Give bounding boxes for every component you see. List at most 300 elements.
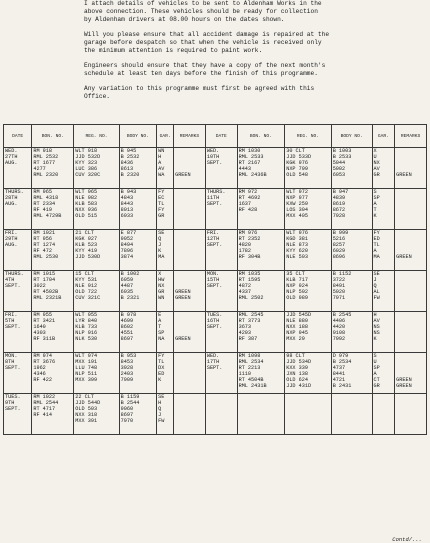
intro-paragraph-3: Engineers should ensure that they have a copy of the next month's schedule at least ten days before the finish of this programme. bbox=[84, 62, 326, 77]
cell-line: A bbox=[158, 160, 162, 167]
cell-line: GR bbox=[373, 172, 380, 179]
cell-line: 10TH bbox=[206, 154, 220, 161]
cell-line: SE bbox=[158, 230, 165, 236]
cell-line: B 2544 bbox=[120, 400, 140, 407]
cell-remarks bbox=[395, 148, 427, 189]
cell-line: 4872 bbox=[238, 283, 252, 290]
cell-line: MON. bbox=[206, 271, 220, 277]
continued-note: Contd/... bbox=[392, 536, 422, 543]
cell-line: RM 1030 bbox=[238, 148, 261, 154]
cell-line: K bbox=[373, 213, 377, 220]
cell-line: AV bbox=[373, 318, 380, 325]
cell-line bbox=[396, 295, 425, 301]
cell-line: J bbox=[158, 242, 162, 249]
cell-line: NX bbox=[158, 283, 165, 290]
cell-line: THURS. bbox=[206, 189, 226, 195]
cell-line: Q bbox=[158, 236, 162, 243]
cell-line: FRI. bbox=[5, 312, 18, 318]
cell-line: RML 2533 bbox=[238, 154, 264, 161]
cell-line: RT 1704 bbox=[33, 277, 56, 284]
cell-line: CT bbox=[373, 377, 380, 384]
cell-line: 5216 bbox=[332, 236, 346, 243]
cell-line: B 2431 bbox=[332, 383, 352, 390]
cell-line: 8613 bbox=[120, 166, 134, 173]
cell-line: RML 2532 bbox=[33, 154, 59, 161]
cell-line: RM 1015 bbox=[33, 271, 56, 277]
cell-line: 1637 bbox=[238, 201, 252, 208]
cell-line: NLE 912 bbox=[75, 283, 98, 290]
cell-line: RT 956 bbox=[33, 236, 53, 243]
cell-reg bbox=[285, 189, 331, 230]
cell-line: KGK 976 bbox=[286, 160, 308, 167]
cell-line: SEPT. bbox=[206, 242, 223, 249]
cell-line: 3722 bbox=[332, 277, 346, 284]
cell-line: SEPT. bbox=[206, 365, 223, 372]
cell-line: RML 2436B bbox=[238, 172, 267, 179]
cell-line: SP bbox=[373, 195, 380, 202]
cell-line: 5044 bbox=[332, 160, 346, 167]
cell-line: RT 4717 bbox=[33, 406, 56, 413]
cell-date bbox=[4, 271, 32, 312]
cell-line: B 978 bbox=[120, 312, 137, 318]
cell-reg bbox=[74, 189, 119, 230]
cell-reg bbox=[285, 271, 331, 312]
cell-line: MXX 405 bbox=[286, 213, 308, 220]
cell-line: LUC 386 bbox=[75, 166, 98, 173]
cell-line: FRI. bbox=[206, 230, 220, 236]
cell-line: 6053 bbox=[332, 172, 346, 179]
cell-line: WED. bbox=[5, 148, 18, 154]
cell-line: MXX 191 bbox=[75, 359, 98, 366]
cell-date bbox=[4, 148, 32, 189]
intro-paragraph-4: Any variation to this programme must first be agreed with this Office. bbox=[84, 85, 315, 100]
cell-line: AV bbox=[158, 166, 165, 173]
cell-line: 4843 bbox=[120, 195, 134, 202]
cell-line: FY bbox=[158, 207, 165, 214]
cell-body bbox=[331, 230, 372, 271]
cell-line: Q bbox=[158, 406, 162, 413]
cell-line: RF 422 bbox=[33, 377, 53, 384]
cell-reg bbox=[285, 312, 331, 353]
cell-reg bbox=[74, 394, 119, 435]
cell-line: RML 2544 bbox=[33, 400, 59, 407]
cell-line bbox=[175, 418, 204, 424]
cell-line: 15TH bbox=[206, 277, 220, 284]
cell-line: WLT 974 bbox=[75, 353, 98, 359]
cell-remarks bbox=[395, 271, 427, 312]
cell-body bbox=[331, 312, 372, 353]
cell-reg bbox=[74, 271, 119, 312]
cell-line: 3928 bbox=[120, 365, 134, 372]
cell-line: WN bbox=[158, 148, 165, 154]
cell-line: A bbox=[158, 318, 162, 325]
header-gar: GAR. bbox=[372, 125, 395, 148]
cell-line: KYY 419 bbox=[75, 248, 98, 255]
cell-line: RT 3421 bbox=[33, 318, 56, 325]
cell-line: GREEN bbox=[396, 383, 412, 390]
cell-line: A bbox=[373, 248, 377, 255]
cell-line: K bbox=[373, 336, 377, 343]
cell-line: RML 2502 bbox=[238, 295, 264, 302]
cell-gar bbox=[157, 353, 174, 394]
header-bon-no: BON. NO. bbox=[32, 125, 74, 148]
cell-line: FY bbox=[373, 230, 380, 236]
cell-date bbox=[4, 230, 32, 271]
cell-line: 6033 bbox=[120, 213, 134, 220]
cell-line: JJD 533D bbox=[286, 154, 312, 161]
intro-paragraph-1: I attach details of vehicles to be sent to Aldenham Works in the above connection. These vehicles should be ready for collection by Aldenham drivers at 08.00 hours on the dates shown. bbox=[84, 0, 322, 23]
cell-line: H bbox=[373, 312, 377, 318]
cell-line: WLT 972 bbox=[286, 189, 308, 195]
cell-line: AV bbox=[373, 166, 380, 173]
cell-line: NLP 502 bbox=[286, 289, 308, 296]
cell-reg bbox=[285, 394, 331, 435]
cell-line: NXP 977 bbox=[286, 195, 308, 202]
cell-date bbox=[205, 148, 237, 189]
cell-line: RT 2167 bbox=[238, 160, 261, 167]
cell-line: WA bbox=[158, 172, 165, 179]
cell-reg bbox=[285, 230, 331, 271]
cell-bon bbox=[237, 230, 285, 271]
cell-line: 9060 bbox=[120, 406, 134, 413]
cell-line: J bbox=[158, 412, 162, 419]
cell-reg bbox=[285, 353, 331, 394]
cell-body bbox=[119, 189, 156, 230]
cell-line: 7896 bbox=[120, 248, 134, 255]
cell-body bbox=[331, 189, 372, 230]
cell-line: 27TH bbox=[5, 154, 18, 161]
header-bon-no: BON. NO. bbox=[237, 125, 285, 148]
cell-line: RT 2334 bbox=[33, 201, 56, 208]
cell-line: B 2320 bbox=[120, 172, 140, 179]
cell-line: 17TH bbox=[206, 359, 220, 366]
cell-remarks bbox=[395, 312, 427, 353]
cell-date bbox=[4, 312, 32, 353]
cell-line: RF 414 bbox=[33, 412, 53, 419]
cell-line: KLB 733 bbox=[75, 324, 98, 331]
cell-line: 6059 bbox=[120, 277, 134, 284]
cell-line bbox=[396, 213, 425, 219]
cell-line: 3874 bbox=[120, 254, 134, 261]
cell-line: GREEN bbox=[175, 336, 191, 343]
cell-line: 7928 bbox=[332, 213, 346, 220]
cell-line: K bbox=[158, 377, 162, 384]
cell-line: RT 4502B bbox=[33, 289, 59, 296]
cell-line: B 2533 bbox=[332, 154, 352, 161]
cell-line: FRI. bbox=[5, 230, 18, 236]
cell-line: S bbox=[373, 189, 377, 195]
cell-body bbox=[331, 353, 372, 394]
cell-line: 8696 bbox=[332, 254, 346, 261]
cell-line: B 999 bbox=[332, 230, 349, 236]
cell-bon bbox=[32, 148, 74, 189]
cell-line bbox=[396, 336, 425, 342]
cell-gar bbox=[157, 230, 174, 271]
cell-line: KGD 381 bbox=[286, 236, 308, 243]
cell-line: RT 4692 bbox=[238, 195, 261, 202]
cell-gar bbox=[372, 148, 395, 189]
cell-line: T bbox=[373, 207, 377, 214]
cell-line: KGK 927 bbox=[75, 236, 98, 243]
cell-date bbox=[205, 189, 237, 230]
cell-line: LOS 304 bbox=[286, 207, 308, 214]
cell-line: 7992 bbox=[332, 336, 346, 343]
cell-line: MXX 399 bbox=[75, 377, 98, 384]
cell-line: RT 1677 bbox=[33, 160, 56, 167]
cell-line: 8697 bbox=[120, 336, 134, 343]
cell-line: SEPT. bbox=[206, 201, 223, 208]
cell-line: JXN 138 bbox=[286, 371, 308, 378]
cell-line: WN bbox=[158, 295, 165, 302]
cell-line: 15 CLT bbox=[75, 271, 94, 277]
cell-line: TL bbox=[373, 242, 380, 249]
cell-line: KXW 259 bbox=[286, 201, 308, 208]
cell-line: RML 2545 bbox=[238, 312, 264, 318]
cell-line: MXX 391 bbox=[75, 418, 98, 425]
cell-reg bbox=[285, 148, 331, 189]
cell-remarks bbox=[174, 394, 206, 435]
cell-line: RT 1595 bbox=[238, 277, 261, 284]
cell-line bbox=[175, 213, 204, 219]
table-body bbox=[4, 148, 427, 435]
cell-line: TUES. bbox=[5, 394, 21, 400]
cell-line: S bbox=[373, 353, 377, 359]
table-row bbox=[4, 394, 427, 435]
cell-line: MON. bbox=[5, 353, 18, 359]
cell-reg bbox=[74, 148, 119, 189]
cell-line: 6035 bbox=[120, 289, 134, 296]
intro-text bbox=[84, 0, 424, 108]
cell-line: 7909 bbox=[120, 377, 134, 384]
cell-line: RF 419 bbox=[33, 207, 53, 214]
cell-line: MA bbox=[373, 254, 380, 261]
cell-line: 9TH bbox=[5, 400, 15, 407]
cell-line: B 1002 bbox=[120, 271, 140, 277]
cell-line: RT 1274 bbox=[33, 242, 56, 249]
cell-line: RM 976 bbox=[238, 230, 258, 236]
cell-line: OLD 515 bbox=[75, 213, 98, 220]
cell-line: E 877 bbox=[120, 230, 137, 236]
cell-line: B 947 bbox=[332, 189, 349, 195]
cell-line: WLT 965 bbox=[75, 189, 98, 195]
cell-gar bbox=[157, 189, 174, 230]
cell-line: RM 1098 bbox=[238, 353, 261, 359]
cell-remarks bbox=[395, 189, 427, 230]
cell-line: AUG. bbox=[5, 242, 18, 249]
cell-bon bbox=[237, 394, 285, 435]
cell-line: 1640 bbox=[33, 324, 46, 331]
cell-line: 4346 bbox=[33, 371, 46, 378]
cell-line: 1962 bbox=[33, 365, 46, 372]
cell-line: ED bbox=[373, 236, 380, 243]
table-row bbox=[4, 271, 427, 312]
cell-line: H bbox=[158, 154, 162, 161]
cell-line: GREEN bbox=[396, 172, 412, 179]
cell-line: 8619 bbox=[332, 201, 346, 208]
header-gar: GAR. bbox=[157, 125, 174, 148]
cell-line: SP bbox=[373, 365, 380, 372]
cell-line: FY bbox=[158, 353, 165, 359]
cell-line: B 2545 bbox=[332, 312, 352, 318]
cell-bon bbox=[237, 312, 285, 353]
cell-gar bbox=[372, 230, 395, 271]
cell-bon bbox=[237, 148, 285, 189]
cell-line: 8491 bbox=[332, 283, 346, 290]
header-body-no: BODY NO. bbox=[331, 125, 372, 148]
cell-line: CUV 320C bbox=[75, 172, 101, 179]
cell-body bbox=[119, 230, 156, 271]
cell-line: JJD 431D bbox=[286, 383, 312, 390]
cell-line: 4406 bbox=[332, 318, 346, 325]
cell-line: WED. bbox=[206, 148, 220, 154]
cell-line: KYY 620 bbox=[286, 248, 308, 255]
cell-line: RM 955 bbox=[33, 312, 53, 318]
cell-gar bbox=[157, 271, 174, 312]
cell-line: NLK 530 bbox=[75, 336, 98, 343]
cell-line: TUES. bbox=[206, 312, 223, 318]
table-row bbox=[4, 312, 427, 353]
header-remarks: REMARKS bbox=[174, 125, 206, 148]
cell-line: H bbox=[158, 400, 162, 407]
cell-body bbox=[119, 353, 156, 394]
vehicle-schedule-table bbox=[3, 124, 427, 435]
cell-line: 4721 bbox=[332, 377, 346, 384]
cell-line: TL bbox=[158, 359, 165, 366]
cell-line: FW bbox=[373, 295, 380, 302]
cell-line: D 979 bbox=[332, 353, 349, 359]
cell-remarks bbox=[174, 353, 206, 394]
table-row bbox=[4, 353, 427, 394]
cell-line: T bbox=[158, 324, 162, 331]
cell-line: 4839 bbox=[332, 195, 346, 202]
cell-line: 2403 bbox=[120, 371, 134, 378]
cell-line: SEPT. bbox=[206, 283, 223, 290]
cell-line: OLD 624 bbox=[286, 377, 308, 384]
cell-line: RF 311B bbox=[33, 336, 56, 343]
cell-line: 9108 bbox=[332, 330, 346, 337]
cell-reg bbox=[74, 230, 119, 271]
cell-line: NLP 916 bbox=[75, 330, 98, 337]
cell-line: SEPT. bbox=[5, 283, 21, 290]
header-body-no: BODY NO. bbox=[119, 125, 156, 148]
cell-line: 4277 bbox=[33, 166, 46, 173]
cell-line: SEPT. bbox=[5, 365, 21, 372]
cell-line: RML 2320 bbox=[33, 172, 59, 179]
cell-line: 4303 bbox=[33, 330, 46, 337]
cell-line: Q bbox=[373, 283, 377, 290]
cell-line: RT 2352 bbox=[238, 236, 261, 243]
cell-line: NLE 873 bbox=[286, 242, 308, 249]
cell-line: THURS. bbox=[5, 271, 24, 277]
cell-line: K bbox=[158, 248, 162, 255]
cell-line: 35 CLT bbox=[286, 271, 305, 277]
cell-line bbox=[175, 377, 204, 383]
cell-line: 5TH bbox=[5, 318, 15, 325]
cell-line: GREEN bbox=[175, 289, 191, 296]
cell-line: J bbox=[373, 277, 377, 284]
cell-line: 4443 bbox=[238, 166, 252, 173]
cell-body bbox=[331, 148, 372, 189]
cell-line: NLE 982 bbox=[75, 195, 98, 202]
cell-line: 4TH bbox=[5, 277, 15, 284]
cell-line: MXX 29 bbox=[286, 336, 305, 343]
cell-line: FW bbox=[158, 418, 165, 425]
cell-line: RML 4318 bbox=[33, 195, 59, 202]
cell-line: 8TH bbox=[5, 359, 15, 366]
cell-line: RT 3676 bbox=[33, 359, 56, 366]
cell-line: RF 428 bbox=[238, 207, 258, 214]
cell-line: E bbox=[158, 312, 162, 318]
cell-line bbox=[175, 254, 204, 260]
cell-line: 4551 bbox=[120, 330, 134, 337]
cell-line: RT 3773 bbox=[238, 318, 261, 325]
cell-line: RML 2530 bbox=[33, 254, 59, 261]
cell-line: KYY 323 bbox=[75, 160, 98, 167]
cell-reg bbox=[74, 312, 119, 353]
cell-line: RT 2213 bbox=[238, 365, 261, 372]
cell-line: RM 965 bbox=[33, 189, 53, 195]
table-row bbox=[4, 189, 427, 230]
cell-line: KLB 717 bbox=[286, 277, 308, 284]
cell-line: RF 304B bbox=[238, 254, 261, 261]
cell-line: JJD 530D bbox=[75, 254, 101, 261]
cell-line: RML 2321B bbox=[33, 295, 62, 302]
cell-line: HW bbox=[158, 277, 165, 284]
cell-line: DX bbox=[158, 365, 165, 372]
cell-line: LLU 748 bbox=[75, 365, 98, 372]
cell-remarks bbox=[395, 230, 427, 271]
header-reg-no: REG. NO. bbox=[285, 125, 331, 148]
cell-line: 29TH bbox=[5, 236, 18, 243]
cell-line: 4203 bbox=[238, 330, 252, 337]
cell-line: NA bbox=[158, 336, 165, 343]
cell-bon bbox=[237, 189, 285, 230]
cell-line: 4699 bbox=[120, 318, 134, 325]
cell-line: 98 CLT bbox=[286, 353, 305, 359]
cell-line: RML 2431B bbox=[238, 383, 267, 390]
cell-line: NXP 799 bbox=[286, 166, 308, 173]
cell-line: LYR 840 bbox=[75, 318, 98, 325]
cell-line: RM 1022 bbox=[33, 394, 56, 400]
cell-line: 21 CLT bbox=[75, 230, 94, 236]
cell-line: 5002 bbox=[332, 166, 346, 173]
cell-line: 8697 bbox=[120, 412, 134, 419]
header-date: DATE bbox=[4, 125, 32, 148]
cell-body bbox=[331, 394, 372, 435]
cell-line: B 943 bbox=[120, 189, 137, 195]
cell-remarks bbox=[174, 271, 206, 312]
cell-line: GREEN bbox=[396, 254, 412, 261]
cell-line: X bbox=[373, 148, 377, 154]
cell-date bbox=[205, 230, 237, 271]
cell-line: 9052 bbox=[120, 236, 134, 243]
cell-line: RM 1021 bbox=[33, 230, 56, 236]
cell-line: NS bbox=[373, 324, 380, 331]
cell-line: B 1152 bbox=[332, 271, 352, 277]
cell-line: RT 4504B bbox=[238, 377, 264, 384]
cell-line: RM 972 bbox=[238, 189, 258, 195]
cell-line: WLT 955 bbox=[75, 312, 98, 318]
cell-line: 12TH bbox=[206, 236, 220, 243]
cell-line: KLB 523 bbox=[75, 242, 98, 249]
cell-date bbox=[4, 394, 32, 435]
cell-line: 8672 bbox=[332, 207, 346, 214]
cell-line: JJD 532D bbox=[75, 154, 101, 161]
cell-line: 28TH bbox=[5, 195, 18, 202]
cell-line: 4337 bbox=[238, 289, 252, 296]
cell-line: SEPT. bbox=[5, 324, 21, 331]
cell-line: 4737 bbox=[332, 365, 346, 372]
